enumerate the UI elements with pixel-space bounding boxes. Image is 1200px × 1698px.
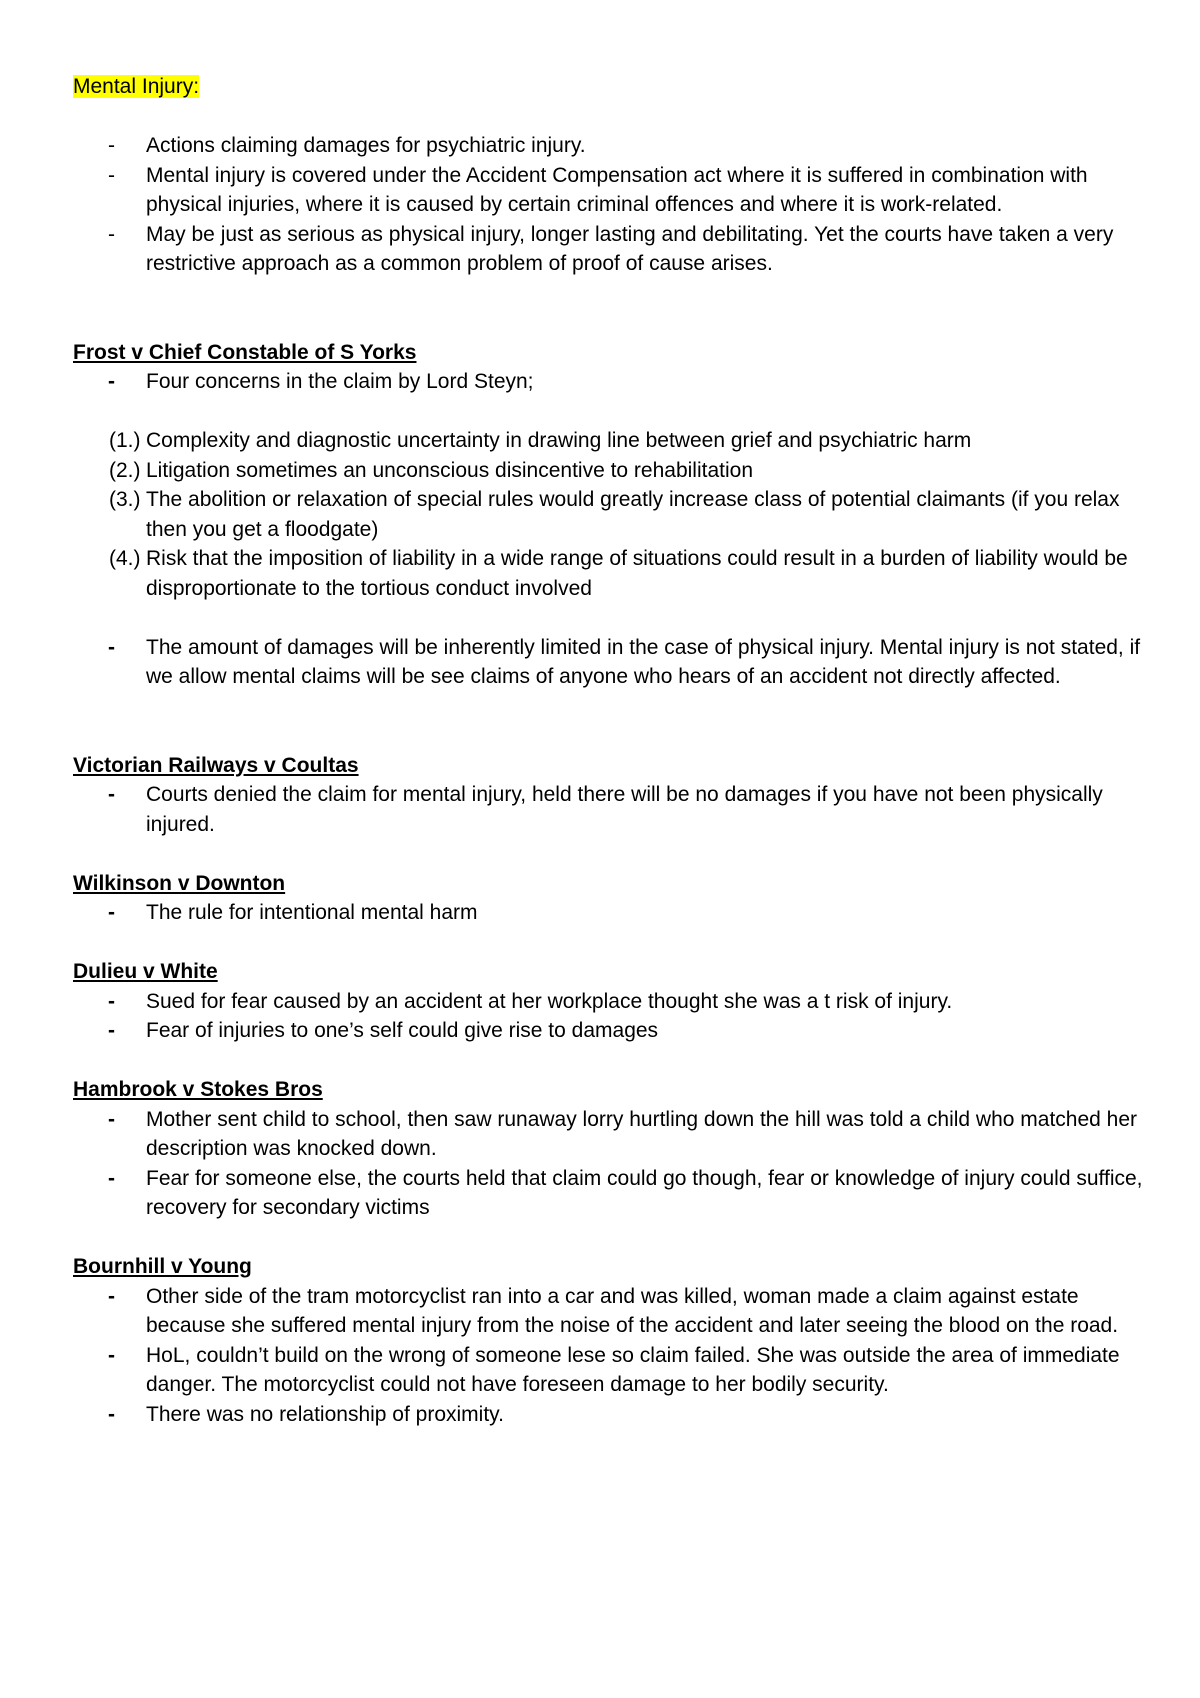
victorian-list [73, 780, 1153, 839]
list-item: - Sued for fear caused by an accident at her workplace thought she was a t risk of injury. [108, 989, 953, 1013]
list-item: - HoL, couldn’t build on the wrong of someone lese so claim failed. She was outside the area of immediate danger. The motorcyclist could not have foreseen damage to her bodily security. [108, 1343, 1120, 1396]
list-item: (2.) Litigation sometimes an unconscious disincentive to rehabilitation [109, 458, 754, 482]
document-page [73, 72, 1153, 1429]
case-title-dulieu: Dulieu v White [73, 960, 218, 983]
list-item: - Fear of injuries to one’s self could give rise to damages [108, 1019, 659, 1042]
frost-concerns-list [73, 426, 1153, 603]
case-title-frost: Frost v Chief Constable of S Yorks [73, 340, 417, 364]
case-title-wilkinson: Wilkinson v Downton [73, 871, 286, 895]
case-title-bournhill: Bournhill v Young [73, 1255, 252, 1278]
list-item: - Four concerns in the claim by Lord Steyn; [108, 370, 534, 393]
list-item: - The amount of damages will be inherently limited in the case of physical injury. Mental injury is not stated, if we allow mental claims will be see claims of anyone who hears of an accident not directly affected. [108, 635, 1141, 688]
intro-list [73, 131, 1153, 279]
list-item: (3.) The abolition or relaxation of special rules would greatly increase class of potential claimants (if you relax then you get a floodgate) [109, 488, 1120, 541]
list-item: (1.) Complexity and diagnostic uncertainty in drawing line between grief and psychiatric harm [109, 429, 972, 452]
wilkinson-list [73, 898, 1153, 928]
hambrook-list [73, 1105, 1153, 1223]
list-item: - May be just as serious as physical injury, longer lasting and debilitating. Yet the courts have taken a very restrictive approach as a common problem of proof of cause arises. [108, 222, 1114, 275]
list-item: (4.) Risk that the imposition of liability in a wide range of situations could result in a burden of liability would be disproportionate to the tortious conduct involved [109, 547, 1128, 600]
case-title-victorian: Victorian Railways v Coultas [73, 753, 359, 777]
case-title-hambrook: Hambrook v Stokes Bros [73, 1078, 323, 1101]
frost-lead-list [73, 367, 1153, 397]
list-item: - Mother sent child to school, then saw runaway lorry hurtling down the hill was told a child who matched her description was knocked down. [108, 1107, 1138, 1160]
list-item: - Actions claiming damages for psychiatric injury. [108, 134, 586, 157]
list-item: - Other side of the tram motorcyclist ran into a car and was killed, woman made a claim against estate because she suffered mental injury from the noise of the accident and later seeing the blood on the road. [108, 1284, 1119, 1337]
bournhill-list [73, 1282, 1153, 1430]
frost-after-list [73, 633, 1153, 692]
list-item: - There was no relationship of proximity. [108, 1402, 504, 1426]
list-item: - Mental injury is covered under the Accident Compensation act where it is suffered in combination with physical injuries, where it is caused by certain criminal offences and where it is work-related. [108, 163, 1088, 216]
list-item: - Fear for someone else, the courts held that claim could go though, fear or knowledge of injury could suffice, recovery for secondary victims [108, 1166, 1143, 1219]
list-item: - Courts denied the claim for mental injury, held there will be no damages if you have not been physically injured. [108, 783, 1103, 836]
page-title: Mental Injury: [73, 75, 200, 98]
dulieu-list [73, 987, 1153, 1046]
list-item: - The rule for intentional mental harm [108, 901, 478, 924]
